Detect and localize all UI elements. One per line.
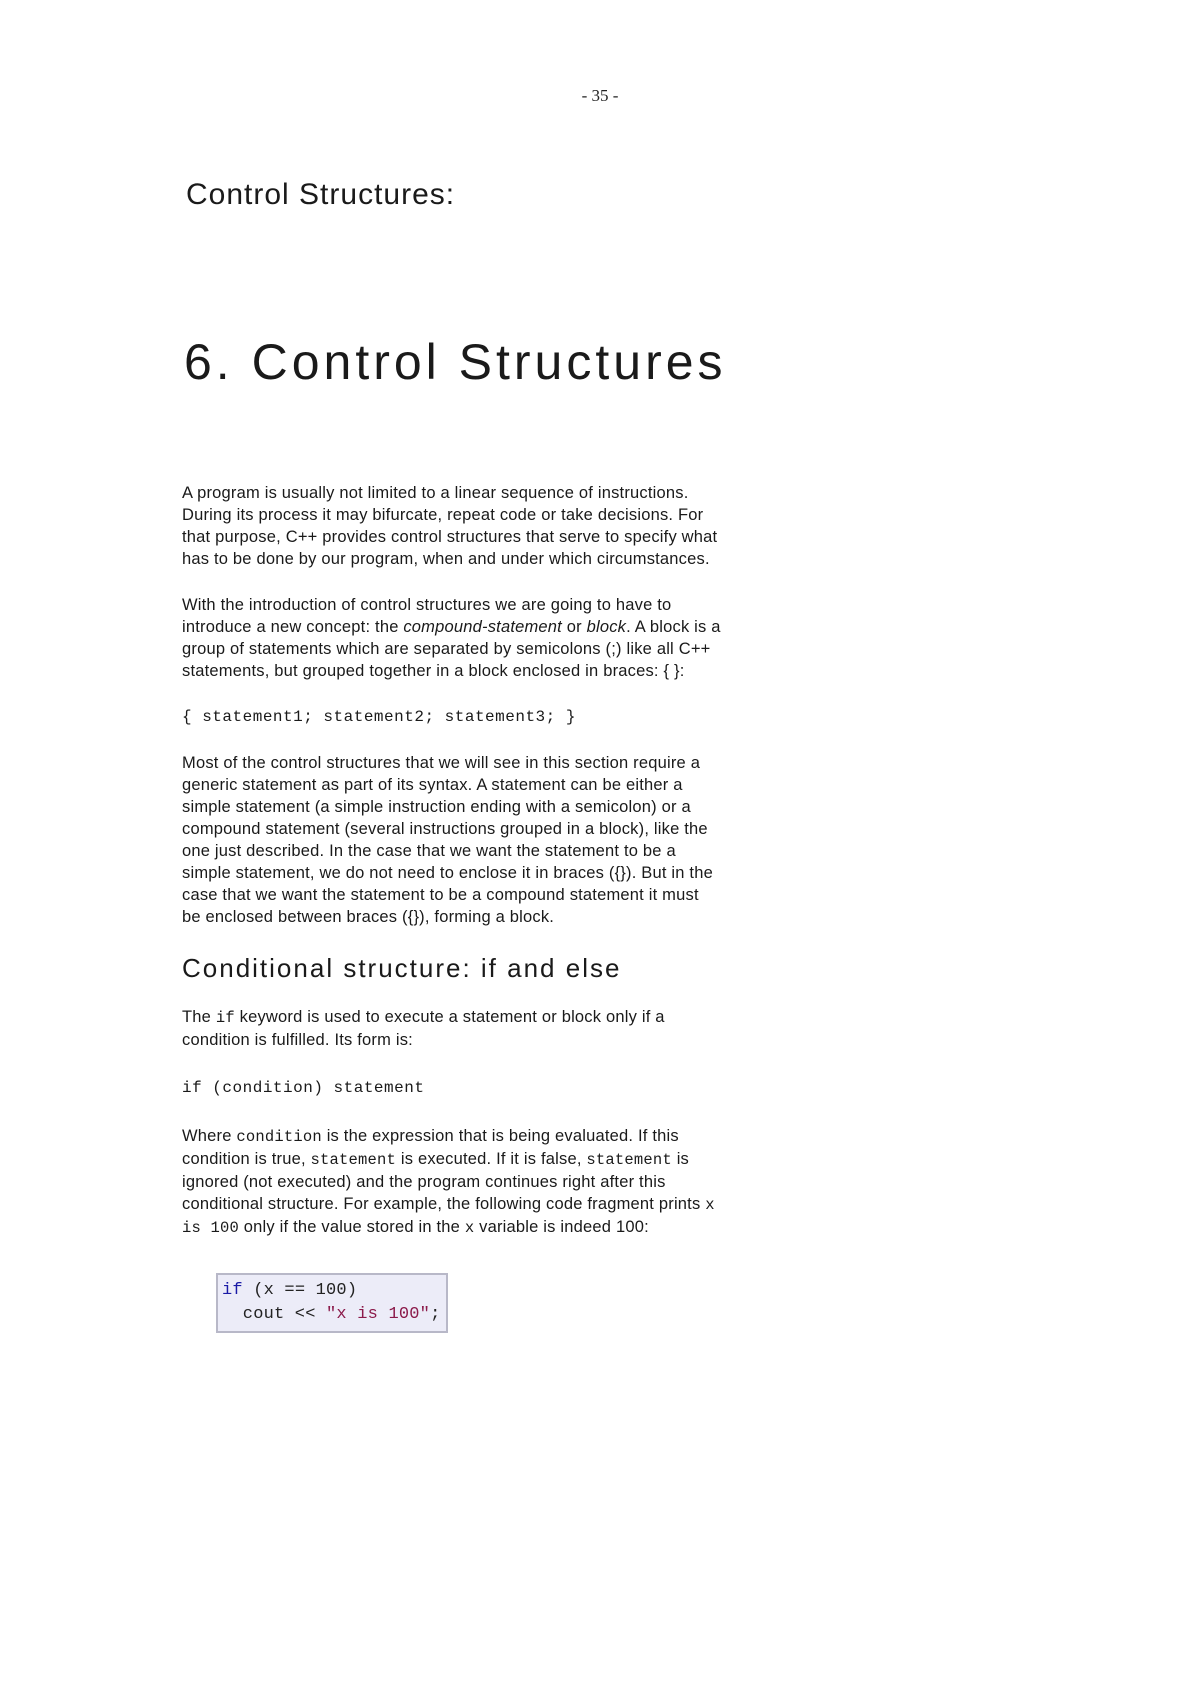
chapter-title: 6. Control Structures — [184, 334, 727, 390]
text: only if the value stored in the — [239, 1218, 465, 1236]
inline-code: statement — [586, 1151, 672, 1169]
text: With the introduction of control structures we are going to have to introduce a new concept: the — [182, 596, 672, 636]
text: is executed. If it is false, — [396, 1150, 587, 1168]
code-text: ; — [430, 1305, 441, 1324]
text: keyword is used to execute a statement or block only if a condition is fulfilled. Its form is: — [182, 1008, 665, 1049]
document-body — [182, 482, 722, 1333]
term-compound-statement: compound-statement — [403, 618, 562, 636]
code-string: "x is 100" — [326, 1305, 431, 1324]
inline-code: x is 100 — [182, 1196, 715, 1237]
intro-paragraph-3: Most of the control structures that we will see in this section require a generic statement as part of its syntax. A statement can be either a simple statement (a simple instruction ending with a semicolon) or a compound statement (several instructions grouped in a block), like the one just described. In the case that we want the statement to be a simple statement, we do not need to enclose it in braces ({}). But in the case that we want the statement to be a compound statement it must be enclosed between braces ({}), forming a block. — [182, 754, 713, 926]
page-number: - 35 - — [581, 86, 619, 105]
text: or — [561, 618, 587, 636]
text: is the expression that is being evaluated. If this condition is true, — [182, 1127, 679, 1168]
if-explanation-paragraph — [182, 1125, 722, 1239]
inline-code: x — [464, 1219, 475, 1237]
inline-code: statement — [310, 1151, 397, 1169]
code-text: (x == 100) — [242, 1281, 358, 1300]
if-intro-paragraph — [182, 1006, 722, 1051]
inline-code: if — [215, 1009, 235, 1027]
intro-paragraph-1: A program is usually not limited to a linear sequence of instructions. During its process it may bifurcate, repeat code or take decisions. For that purpose, C++ provides control structures that serve to specify what has to be done by our program, when and under which circumstances. — [182, 484, 718, 568]
section-heading: Conditional structure: if and else — [182, 953, 622, 983]
intro-paragraph-2 — [182, 594, 722, 682]
code-keyword: if — [222, 1281, 243, 1300]
text: . A block is a group of statements which are separated by semicolons (;) like all C++ statements, but grouped together in a block enclosed in braces: { }: — [182, 618, 721, 680]
code-example-box — [216, 1273, 448, 1333]
term-block: block — [586, 618, 627, 636]
text: variable is indeed 100: — [474, 1218, 649, 1236]
inline-code: condition — [236, 1128, 322, 1146]
text: is ignored (not executed) and the program continues right after this conditional structure. For example, the following code fragment prints — [182, 1150, 706, 1213]
text: Where — [182, 1127, 237, 1145]
code-text: cout << — [222, 1305, 327, 1324]
text: The — [182, 1008, 216, 1026]
if-syntax-code: if (condition) statement — [182, 1079, 425, 1097]
running-header: Control Structures: — [186, 178, 456, 211]
block-syntax-code: { statement1; statement2; statement3; } — [182, 708, 576, 726]
